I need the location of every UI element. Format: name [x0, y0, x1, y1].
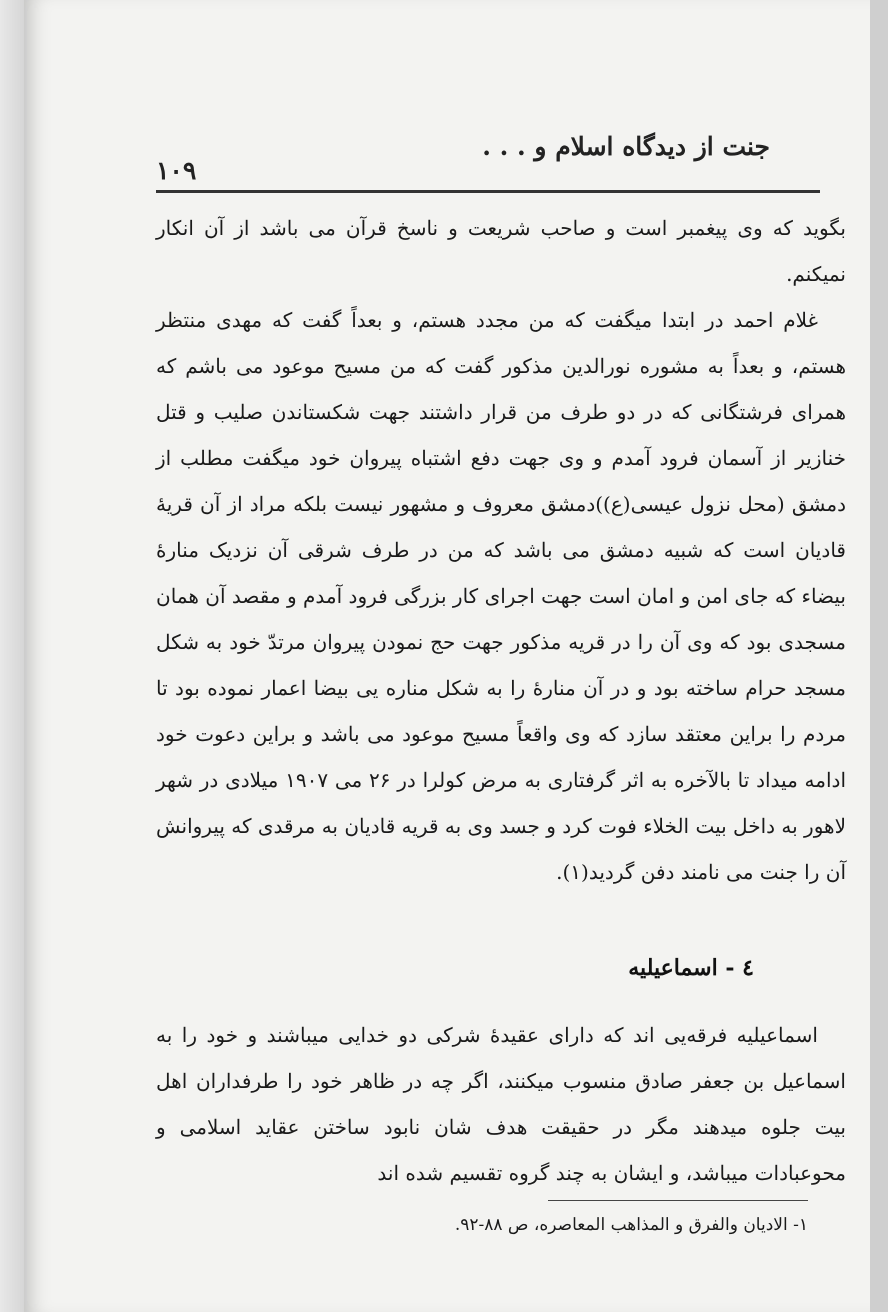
footnote-rule [548, 1200, 808, 1201]
running-header-title: جنت از دیدگاه اسلام و . . . [482, 132, 770, 161]
page-edge [0, 0, 24, 1312]
section-text-block [156, 992, 846, 1216]
book-page [24, 0, 870, 1312]
section-heading: ٤ - اسماعیلیه [628, 955, 754, 981]
main-text-block [156, 205, 846, 895]
page-number: ۱۰۹ [156, 156, 197, 185]
footnote: ۱- الادیان والفرق و المذاهب المعاصره، ص ۸۸-۹۲. [454, 1215, 808, 1235]
paragraph-2: غلام احمد در ابتدا میگفت که من مجدد هستم، و بعداً گفت که مهدی منتظر هستم، و بعداً به مشوره نورالدین مذکور گفت که من مسیح موعود می باشم که همرای فرشتگانی که در دو طرف من قرار داشتند جهت شکستاندن صلیب و قتل خنازیر از آسمان فرود آمدم و وی جهت دفع اشتباه پیروان خود میگفت مطلب از دمشق (محل نزول عیسی(ع))دمشق معروف و مشهور نیست بلکه مراد از آن قریهٔ قادیان است که شبیه دمشق می باشد که من در طرف شرقی آن نزدیک منارهٔ بیضاء که جای امن و امان است جهت اجرای کار بزرگی فرود آمدم و مقصد آن همان مسجدی بود که وی آن را در قریه مذکور جهت حج نمودن پیروان مرتدّ خود به شکل مسجد حرام ساخته بود و در آن منارهٔ را به شکل مناره یی بیضا اعمار نموده بود تا مردم را براین معتقد سازد که وی واقعاً مسیح موعود می باشد و براین دعوت خود ادامه میداد تا بالآخره به اثر گرفتاری به مرض کولرا در ۲۶ می ۱۹۰۷ میلادی در شهر لاهور به داخل بیت الخلاء فوت کرد و جسد وی به قریه قادیان به مرقدی که پیروانش آن را جنت می نامند دفن گردید(۱). [156, 308, 847, 884]
header-rule [156, 190, 820, 193]
section-paragraph: اسماعیلیه فرقه‌یی اند که دارای عقیدهٔ شرکی دو خدایی میباشند و خود را به اسماعیل بن جعفر صادق منسوب میکنند، اگر چه در ظاهر خود را طرفداران اهل بیت جلوه میدهند مگر در حقیقت هدف شان نابود ساختن عقاید اسلامی و محوعبادات میباشد، و ایشان به چند گروه تقسیم شده اند [156, 1023, 846, 1185]
paragraph-1: بگوید که وی پیغمبر است و صاحب شریعت و ناسخ قرآن می باشد از آن انکار نمیکنم. [156, 216, 846, 286]
